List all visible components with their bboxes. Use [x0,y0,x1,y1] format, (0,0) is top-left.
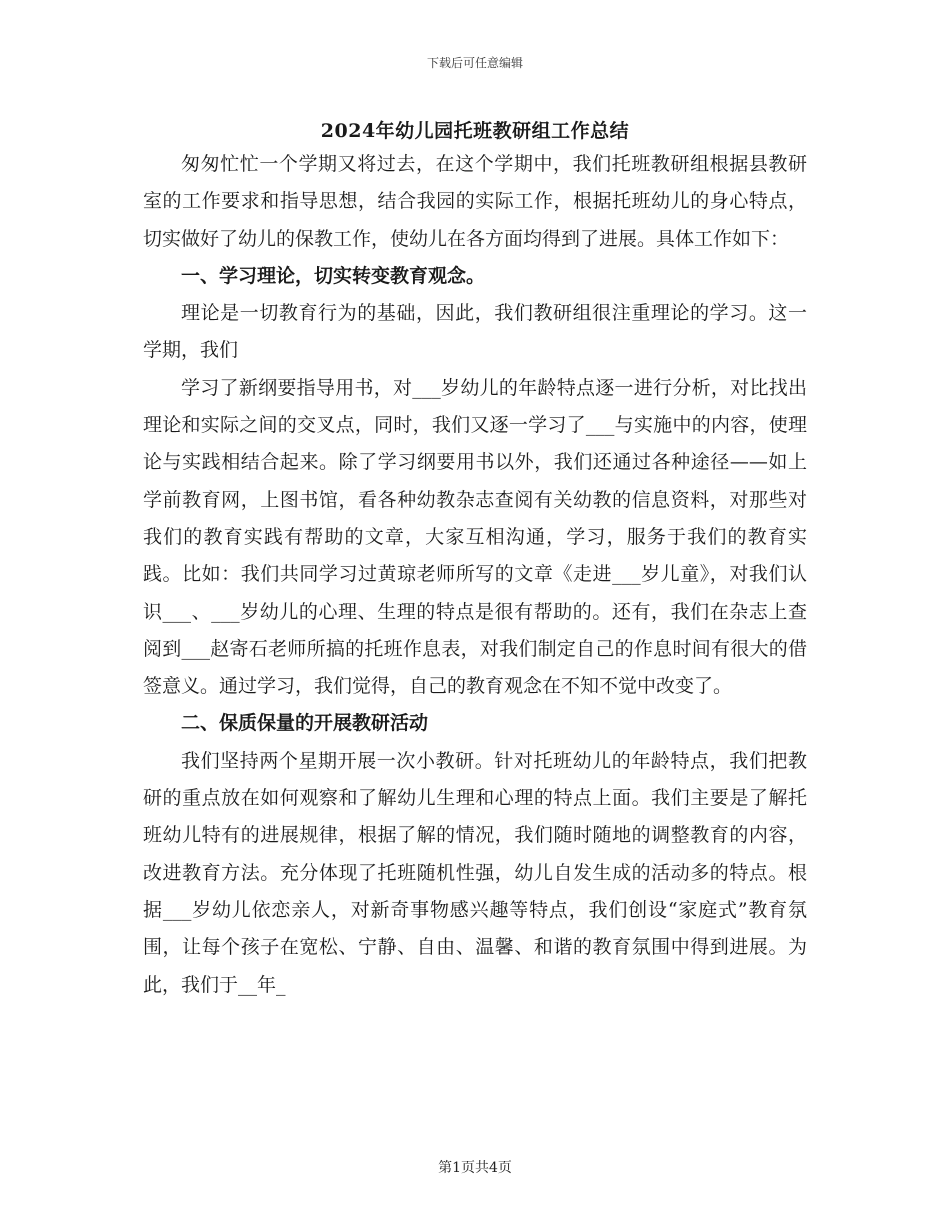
page-number: 第1页共4页 [438,1160,512,1176]
header-note: 下载后可任意编辑 [426,56,523,70]
paragraph-intro: 匆匆忙忙一个学期又将过去，在这个学期中，我们托班教研组根据县教研室的工作要求和指导思想，结合我园的实际工作，根据托班幼儿的身心特点，切实做好了幼儿的保教工作，使幼儿在各方面均得到了进展。具体工作如下： [143,153,807,250]
paragraph: 理论是一切教育行为的基础，因此，我们教研组很注重理论的学习。这一学期，我们 [143,302,807,362]
paragraph: 学习了新纲要指导用书，对___岁幼儿的年龄特点逐一进行分析，对比找出理论和实际之间的交叉点，同时，我们又逐一学习了___与实施中的内容，使理论与实践相结合起来。除了学习纲要用书以外，我们还通过各种途径——如上学前教育网，上图书馆，看各种幼教杂志查阅有关幼教的信息资料，对那些对我们的教育实践有帮助的文章，大家互相沟通，学习，服务于我们的教育实践。比如：我们共同学习过黄琼老师所写的文章《走进___岁儿童》，对我们认识___、___岁幼儿的心理、生理的特点是很有帮助的。还有，我们在杂志上查阅到___赵寄石老师所搞的托班作息表，对我们制定自己的作息时间有很大的借签意义。通过学习，我们觉得，自己的教育观念在不知不觉中改变了。 [143,376,807,698]
section-heading-2: 二、保质保量的开展教研活动 [181,712,429,735]
document-body [143,146,807,1004]
section-heading-1: 一、学习理论，切实转变教育观念。 [181,264,486,287]
document-title: 2024年幼儿园托班教研组工作总结 [320,120,630,142]
paragraph: 我们坚持两个星期开展一次小教研。针对托班幼儿的年龄特点，我们把教研的重点放在如何观察和了解幼儿生理和心理的特点上面。我们主要是了解托班幼儿特有的进展规律，根据了解的情况，我们随时随地的调整教育的内容，改进教育方法。充分体现了托班随机性强，幼儿自发生成的活动多的特点。根据___岁幼儿依恋亲人，对新奇事物感兴趣等特点，我们创设“家庭式”教育氛围，让每个孩子在宽松、宁静、自由、温馨、和谐的教育氛围中得到进展。为此，我们于__年_ [143,749,807,996]
